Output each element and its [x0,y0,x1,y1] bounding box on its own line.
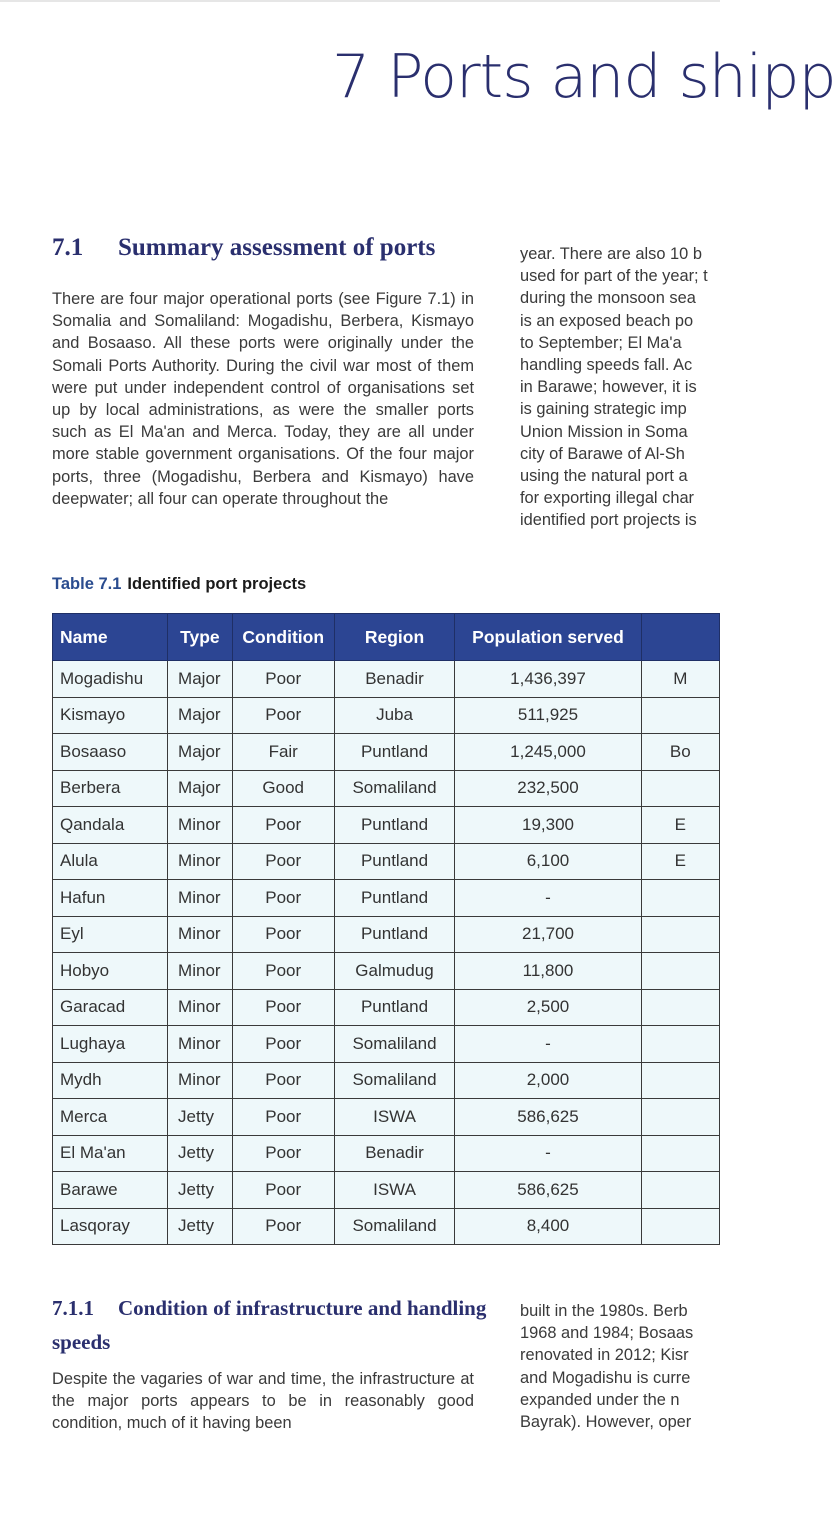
cell-condition: Poor [232,916,334,953]
table-row [53,880,720,917]
right-line: and Mogadishu is curre [520,1368,691,1387]
cell-name: Mydh [53,1062,168,1099]
cell-type: Major [168,697,233,734]
cell-region: Galmudug [334,953,455,990]
cell-name: Bosaaso [53,734,168,771]
table-row [53,1099,720,1136]
cell-population: 19,300 [455,807,641,844]
right-line: using the natural port a [520,467,688,486]
cell-condition: Poor [232,661,334,698]
cell-name: Berbera [53,770,168,807]
section-left-paragraph: There are four major operational ports (see Figure 7.1) in Somalia and Somaliland: Mogadishu, Berbera, Kismayo and Bosaaso. All these ports were originally under the Somali Ports Authority. During the civil war most of them were put under independent control of organisations set up by local administrations, as were the smaller ports such as El Ma'an and Merca. Today, they are all under more stable government organisations. Of the four major ports, three (Mogadishu, Berbera and Kismayo) have deepwater; all four can operate throughout the [52,290,474,508]
cell-region: ISWA [334,1172,455,1209]
column-header-name: Name [53,614,168,661]
cell-condition: Poor [232,1099,334,1136]
cell-name: Hafun [53,880,168,917]
table-row [53,1062,720,1099]
cell-name: Barawe [53,1172,168,1209]
table-body [53,661,720,1245]
right-line: to September; El Ma'a [520,333,682,352]
column-header-condition: Condition [232,614,334,661]
cell-name: Merca [53,1099,168,1136]
right-line: is gaining strategic imp [520,400,687,419]
cell-population: 11,800 [455,953,641,990]
cell-type: Minor [168,1062,233,1099]
cell-population: 8,400 [455,1208,641,1245]
cell-region: Somaliland [334,1026,455,1063]
cell-extra [641,1208,719,1245]
cell-population: 511,925 [455,697,641,734]
cell-region: Puntland [334,989,455,1026]
cell-condition: Poor [232,1062,334,1099]
cell-region: Juba [334,697,455,734]
cell-region: Puntland [334,843,455,880]
table-row [53,1135,720,1172]
cell-region: Benadir [334,661,455,698]
table-row [53,697,720,734]
cell-type: Minor [168,807,233,844]
cell-region: Puntland [334,807,455,844]
right-line: Union Mission in Soma [520,422,688,441]
ports-table [52,613,720,1245]
column-header-region: Region [334,614,455,661]
cell-region: Puntland [334,880,455,917]
cell-type: Minor [168,953,233,990]
column-header-population: Population served [455,614,641,661]
cell-population: - [455,1135,641,1172]
cell-name: Qandala [53,807,168,844]
cell-name: Hobyo [53,953,168,990]
cell-extra [641,1135,719,1172]
right-line: expanded under the n [520,1390,680,1409]
table-row [53,734,720,771]
table-row [53,1172,720,1209]
cell-region: ISWA [334,1099,455,1136]
table-caption [52,575,306,594]
right-line: identified port projects is [520,511,697,530]
table-label: Table 7.1 [52,575,122,593]
cell-name: Kismayo [53,697,168,734]
cell-type: Jetty [168,1099,233,1136]
table-row [53,989,720,1026]
cell-extra [641,697,719,734]
table-row [53,807,720,844]
cell-population: - [455,880,641,917]
cell-type: Jetty [168,1172,233,1209]
cell-region: Puntland [334,734,455,771]
table-row [53,770,720,807]
cell-type: Major [168,734,233,771]
cell-extra [641,1026,719,1063]
cell-type: Jetty [168,1135,233,1172]
cell-name: El Ma'an [53,1135,168,1172]
column-header-extra [641,614,719,661]
cell-population: 586,625 [455,1099,641,1136]
cell-condition: Poor [232,1026,334,1063]
cell-extra [641,1062,719,1099]
cell-condition: Poor [232,697,334,734]
subsection-right-column [520,1300,750,1433]
right-line: year. There are also 10 b [520,245,702,263]
cell-extra [641,880,719,917]
right-line: city of Barawe of Al-Sh [520,444,685,463]
cell-population: 232,500 [455,770,641,807]
table-row [53,916,720,953]
section-number: 7.1 [52,234,84,261]
right-line: for exporting illegal char [520,489,695,508]
cell-condition: Poor [232,1172,334,1209]
cell-type: Major [168,661,233,698]
cell-region: Somaliland [334,1062,455,1099]
cell-extra: Bo [641,734,719,771]
right-line: is an exposed beach po [520,311,694,330]
cell-population: 21,700 [455,916,641,953]
cell-extra [641,1099,719,1136]
cell-name: Lughaya [53,1026,168,1063]
cell-type: Major [168,770,233,807]
right-line: handling speeds fall. Ac [520,356,693,375]
cell-population: 2,000 [455,1062,641,1099]
cell-name: Lasqoray [53,1208,168,1245]
table-row [53,1208,720,1245]
cell-region: Benadir [334,1135,455,1172]
right-line: built in the 1980s. Berb [520,1302,688,1320]
cell-condition: Poor [232,989,334,1026]
cell-type: Minor [168,989,233,1026]
cell-condition: Fair [232,734,334,771]
cell-extra: E [641,843,719,880]
cell-condition: Poor [232,1135,334,1172]
cell-extra [641,953,719,990]
subsection-left-paragraph: Despite the vagaries of war and time, the infrastructure at the major ports appears to be in reasonably good condition, much of it having been [52,1370,474,1433]
table-row [53,661,720,698]
cell-type: Minor [168,880,233,917]
cell-name: Eyl [53,916,168,953]
cell-type: Minor [168,1026,233,1063]
right-line: renovated in 2012; Kisr [520,1346,689,1365]
cell-population: 1,436,397 [455,661,641,698]
cell-condition: Poor [232,1208,334,1245]
section-heading [52,234,435,262]
cell-population: - [455,1026,641,1063]
subsection-heading [52,1291,492,1359]
subsection-number: 7.1.1 [52,1296,94,1320]
table-header-row [53,614,720,661]
cell-population: 1,245,000 [455,734,641,771]
cell-extra [641,1172,719,1209]
cell-type: Minor [168,916,233,953]
cell-type: Minor [168,843,233,880]
chapter-title: 7 Ports and shipp [332,42,836,112]
section-right-column [520,243,750,532]
cell-extra [641,989,719,1026]
cell-population: 6,100 [455,843,641,880]
cell-extra [641,770,719,807]
table-row [53,843,720,880]
cell-extra: M [641,661,719,698]
cell-extra: E [641,807,719,844]
right-line: used for part of the year; t [520,267,708,286]
cell-condition: Poor [232,843,334,880]
cell-extra [641,916,719,953]
right-line: during the monsoon sea [520,289,696,308]
cell-condition: Poor [232,807,334,844]
cell-region: Somaliland [334,770,455,807]
right-line: 1968 and 1984; Bosaas [520,1324,694,1343]
cell-condition: Good [232,770,334,807]
cell-condition: Poor [232,880,334,917]
right-line: in Barawe; however, it is [520,378,697,397]
cell-type: Jetty [168,1208,233,1245]
cell-condition: Poor [232,953,334,990]
table-row [53,953,720,990]
subsection-title: Condition of infrastructure and handling speeds [52,1296,487,1354]
cell-name: Garacad [53,989,168,1026]
cell-population: 2,500 [455,989,641,1026]
cell-region: Puntland [334,916,455,953]
cell-name: Mogadishu [53,661,168,698]
table-title: Identified port projects [127,575,307,593]
cell-population: 586,625 [455,1172,641,1209]
cell-name: Alula [53,843,168,880]
section-title: Summary assessment of ports [118,234,436,261]
table-row [53,1026,720,1063]
cell-region: Somaliland [334,1208,455,1245]
column-header-type: Type [168,614,233,661]
right-line: Bayrak). However, oper [520,1413,692,1432]
